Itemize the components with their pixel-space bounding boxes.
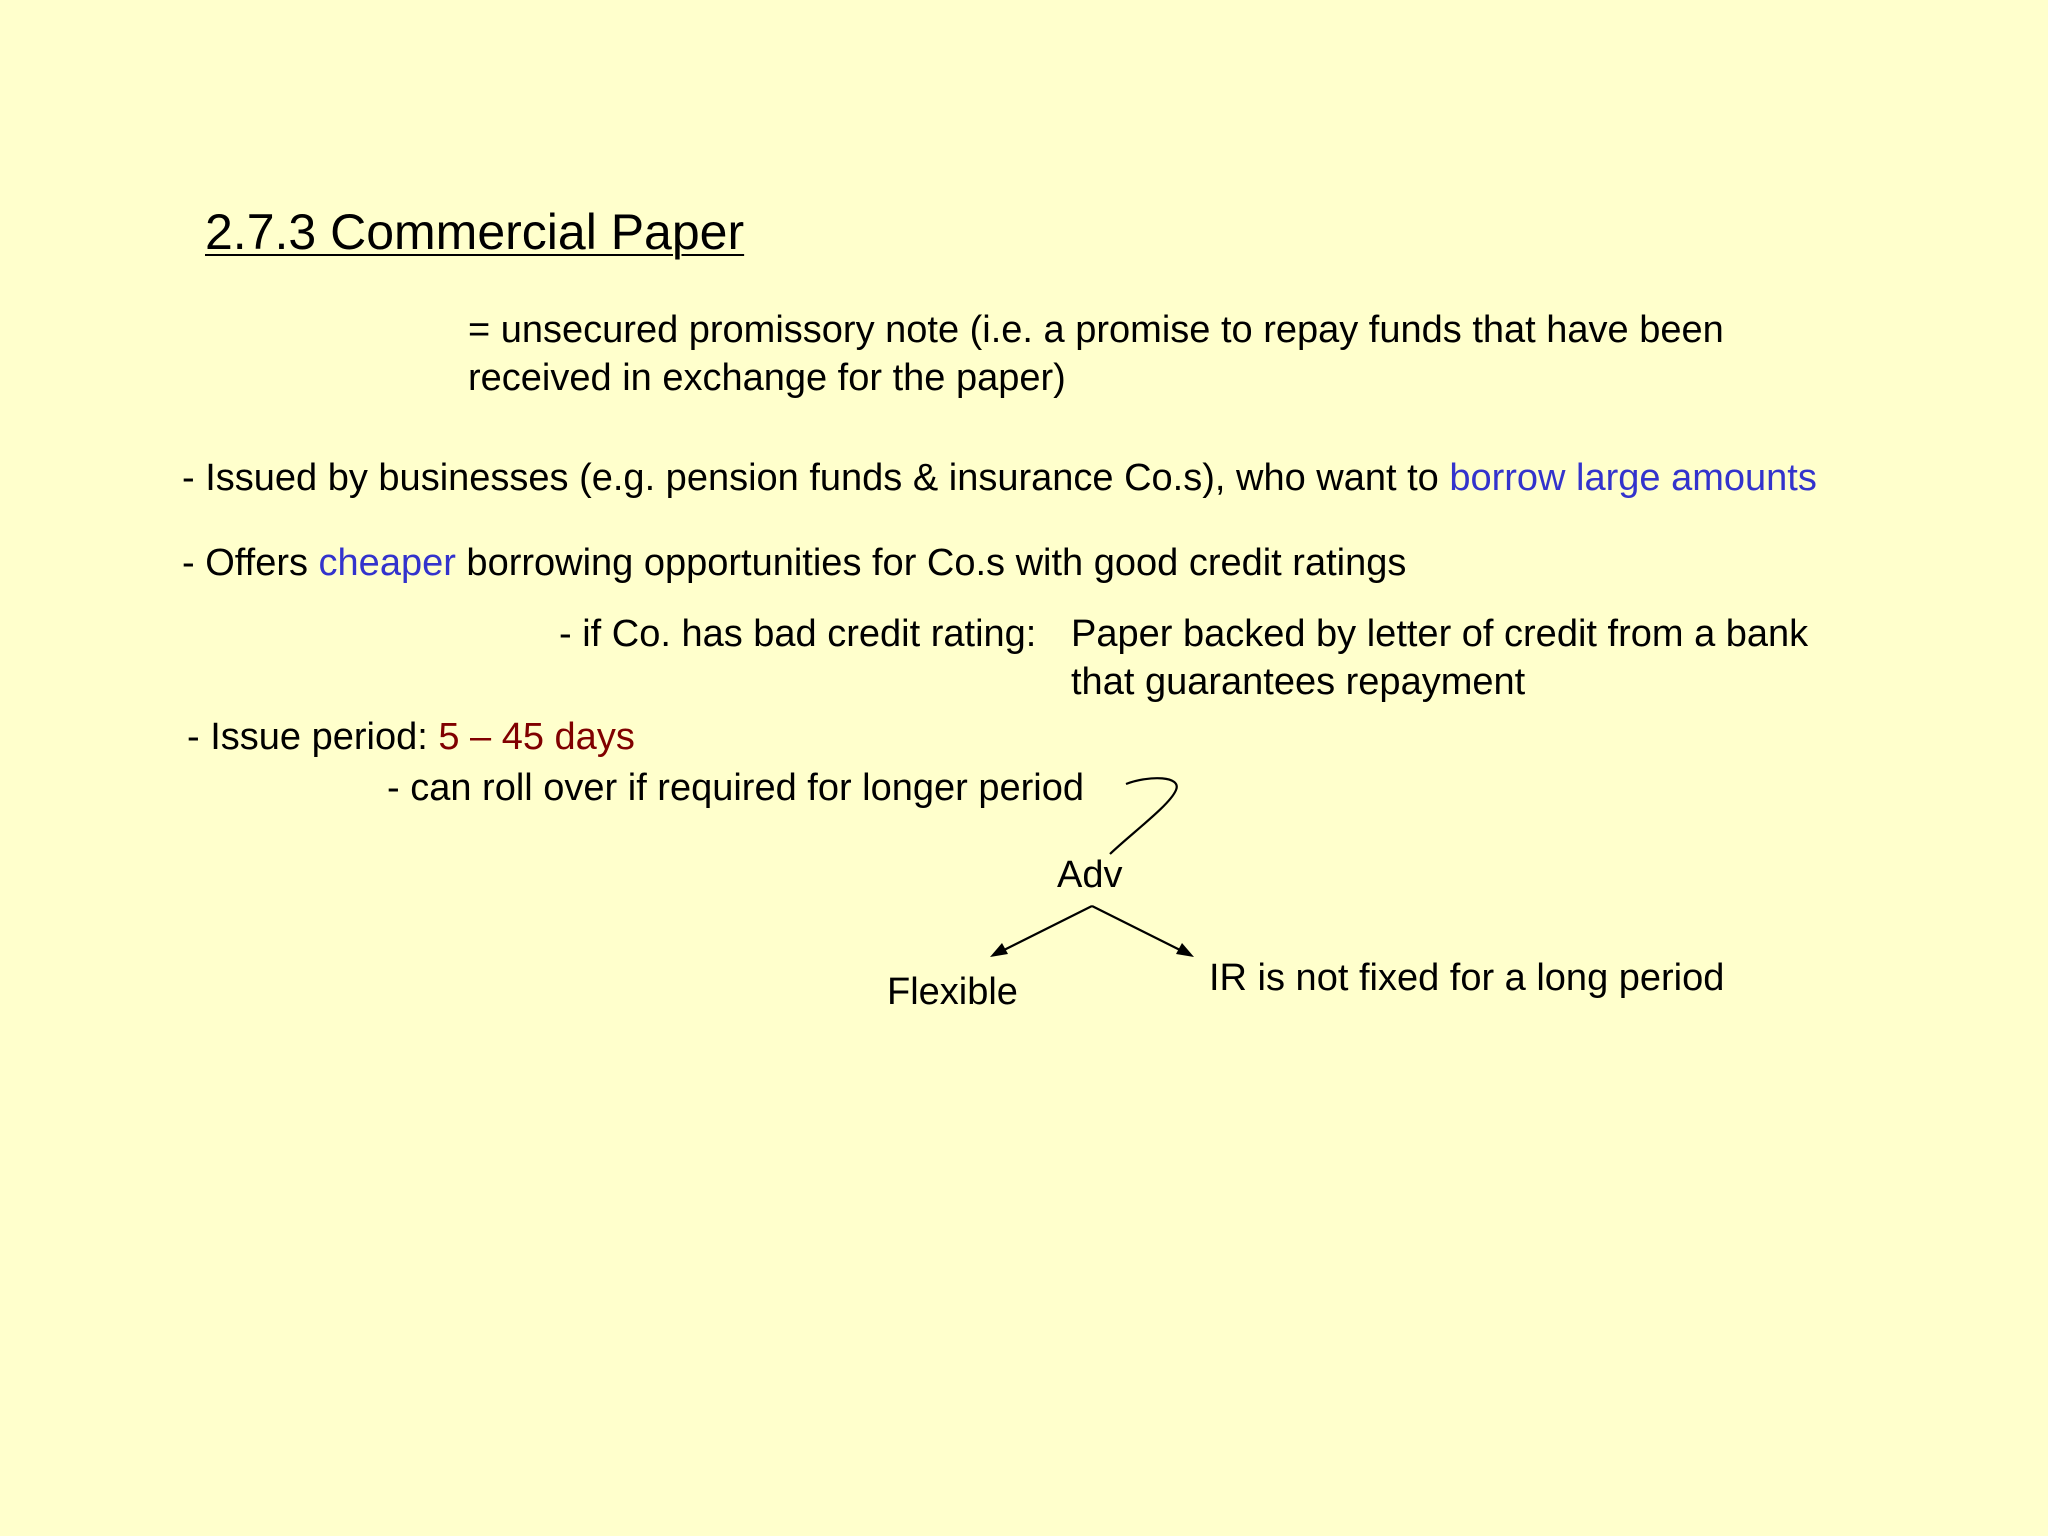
flexible-arrowhead [990, 943, 1008, 957]
slide-title: 2.7.3 Commercial Paper [205, 204, 745, 260]
adv-to-flexible-arrow [1000, 906, 1092, 952]
definition-line-2: received in exchange for the paper) [468, 357, 1066, 399]
roll-over-note: - can roll over if required for longer period [387, 767, 1085, 809]
bullet-offers-prefix: - Offers [182, 542, 319, 584]
cheaper-highlight: cheaper [318, 542, 456, 584]
borrow-large-amounts-highlight: borrow large amounts [1449, 457, 1817, 499]
bullet-issued-by [182, 454, 1817, 502]
bullet-issued-text: - Issued by businesses (e.g. pension funds & insurance Co.s), who want to [182, 457, 1450, 499]
bullet-offers [182, 539, 1406, 587]
definition-line-1: = unsecured promissory note (i.e. a promise to repay funds that have been [468, 309, 1724, 351]
diagram-root-adv: Adv [1057, 854, 1123, 896]
issue-period-days-highlight: 5 – 45 days [438, 716, 635, 758]
diagram-branch-flexible: Flexible [887, 971, 1018, 1013]
diagram-branch-ir-not-fixed: IR is not fixed for a long period [1209, 957, 1725, 999]
adv-to-ir-arrow [1092, 906, 1184, 952]
bullet-offers-suffix: borrowing opportunities for Co.s with good credit ratings [455, 542, 1407, 584]
ir-arrowhead [1176, 943, 1194, 957]
bad-credit-line-2: that guarantees repayment [1071, 661, 1526, 703]
issue-period-label: - Issue period: [187, 716, 439, 758]
bullet-issue-period [187, 713, 635, 761]
bad-credit-label: - if Co. has bad credit rating: [559, 613, 1037, 655]
roll-over-to-adv-connector [1110, 778, 1177, 854]
bad-credit-line-1: Paper backed by letter of credit from a bank [1071, 613, 1809, 655]
